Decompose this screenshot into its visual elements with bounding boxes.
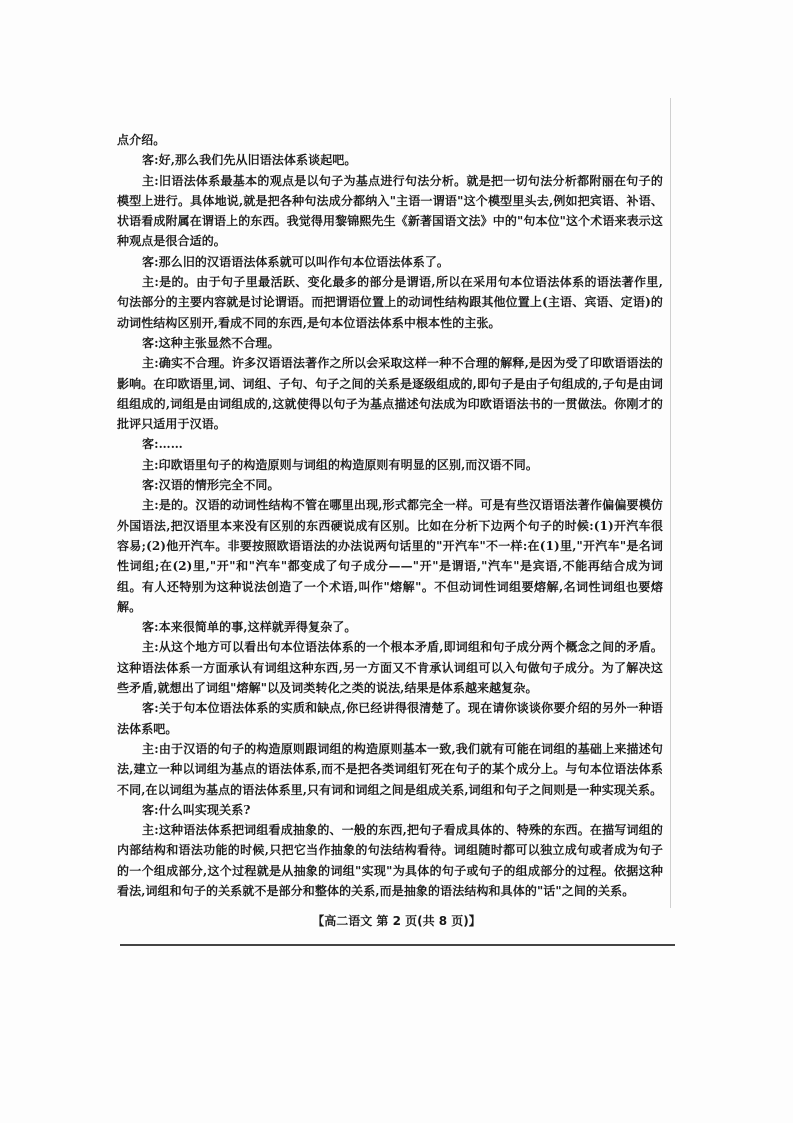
paragraph: 点介绍。 (117, 133, 166, 147)
paragraph: 客:…… (142, 437, 183, 452)
paragraph: 客:汉语的情形完全不同。 (142, 478, 280, 493)
paragraph: 主:从这个地方可以看出句本位语法体系的一个根本矛盾,即词组和句子成分两个概念之间的矛盾。这种语法体系一方面承认有词组这种东西,另一方面又不肯承认词组可以入句做句子成分。为了解决这些矛盾,就想出了词组"熔解"以及词类转化之类的说法,结果是体系越来越复杂。 (117, 640, 663, 696)
paragraph: 主:印欧语里句子的构造原则与词组的构造原则有明显的区别,而汉语不同。 (142, 457, 539, 472)
dialogue-body (117, 130, 663, 901)
paragraph: 主:是的。汉语的动词性结构不管在哪里出现,形式都完全一样。可是有些汉语语法著作偏偏要模仿外国语法,把汉语里本来没有区别的东西硬说成有区别。比如在分析下边两个句子的时候:(1)开汽车很容易;(2)他开汽车。非要按照欧语语法的办法说两句话里的"开汽车"不一样:在(1)里,"开汽车"是名词性词组;在(2)里,"开"和"汽车"都变成了句子成分——"开"是谓语,"汽车"是宾语,不能再结合成为词组。有人还特别为这种说法创造了一个术语,叫作"熔解"。不但动词性词组要熔解,名词性词组也要熔解。 (117, 498, 663, 614)
paragraph: 主:由于汉语的句子的构造原则跟词组的构造原则基本一致,我们就有可能在词组的基础上来描述句法,建立一种以词组为基点的语法体系,而不是把各类词组钉死在句子的某个成分上。与句本位语法体系不同,在以词组为基点的语法体系里,只有词和词组之间是组成关系,词组和句子之间则是一种实现关系。 (117, 741, 663, 797)
paragraph: 客:好,那么我们先从旧语法体系谈起吧。 (142, 153, 357, 168)
paragraph: 主:旧语法体系最基本的观点是以句子为基点进行句法分析。就是把一切句法分析都附丽在句子的模型上进行。具体地说,就是把各种句法成分都纳入"主语一谓语"这个模型里头去,例如把宾语、补语、状语看成附属在谓语上的东西。我觉得用黎锦熙先生《新著国语文法》中的"句本位"这个术语来表示这种观点是很合适的。 (117, 173, 663, 249)
page-footer: 【高二语文 第 2 页(共 8 页)】 (312, 914, 481, 928)
paragraph: 客:本来很简单的事,这样就弄得复杂了。 (142, 620, 357, 635)
scan-edge-line (670, 98, 671, 908)
paragraph: 主:是的。由于句子里最活跃、变化最多的部分是谓语,所以在采用句本位语法体系的语法著作里,句法部分的主要内容就是讨论谓语。而把谓语位置上的动词性结构跟其他位置上(主语、宾语、定语)的动词性结构区别开,看成不同的东西,是句本位语法体系中根本性的主张。 (117, 275, 663, 330)
bottom-divider (120, 944, 675, 946)
paragraph: 客:那么旧的汉语语法体系就可以叫作句本位语法体系了。 (142, 254, 450, 269)
paragraph: 客:什么叫实现关系? (142, 802, 251, 817)
paragraph: 客:关于句本位语法体系的实质和缺点,你已经讲得很清楚了。现在请你谈谈你要介绍的另外一种语法体系吧。 (117, 701, 663, 736)
paragraph: 客:这种主张显然不合理。 (142, 335, 280, 350)
paragraph: 主:这种语法体系把词组看成抽象的、一般的东西,把句子看成具体的、特殊的东西。在描写词组的内部结构和语法功能的时候,只把它当作抽象的句法结构看待。词组随时都可以独立成句或者成为句子的一个组成部分,这个过程就是从抽象的词组"实现"为具体的句子或句子的组成部分的过程。依据这种看法,词组和句子的关系就不是部分和整体的关系,而是抽象的语法结构和具体的"话"之间的关系。 (117, 823, 663, 898)
paragraph: 主:确实不合理。许多汉语语法著作之所以会采取这样一种不合理的解释,是因为受了印欧语语法的影响。在印欧语里,词、词组、子句、句子之间的关系是逐级组成的,即句子是由子句组成的,子句是由词组组成的,词组是由词组成的,这就使得以句子为基点描述句法成为印欧语语法书的一贯做法。你刚才的批评只适用于汉语。 (117, 356, 663, 432)
